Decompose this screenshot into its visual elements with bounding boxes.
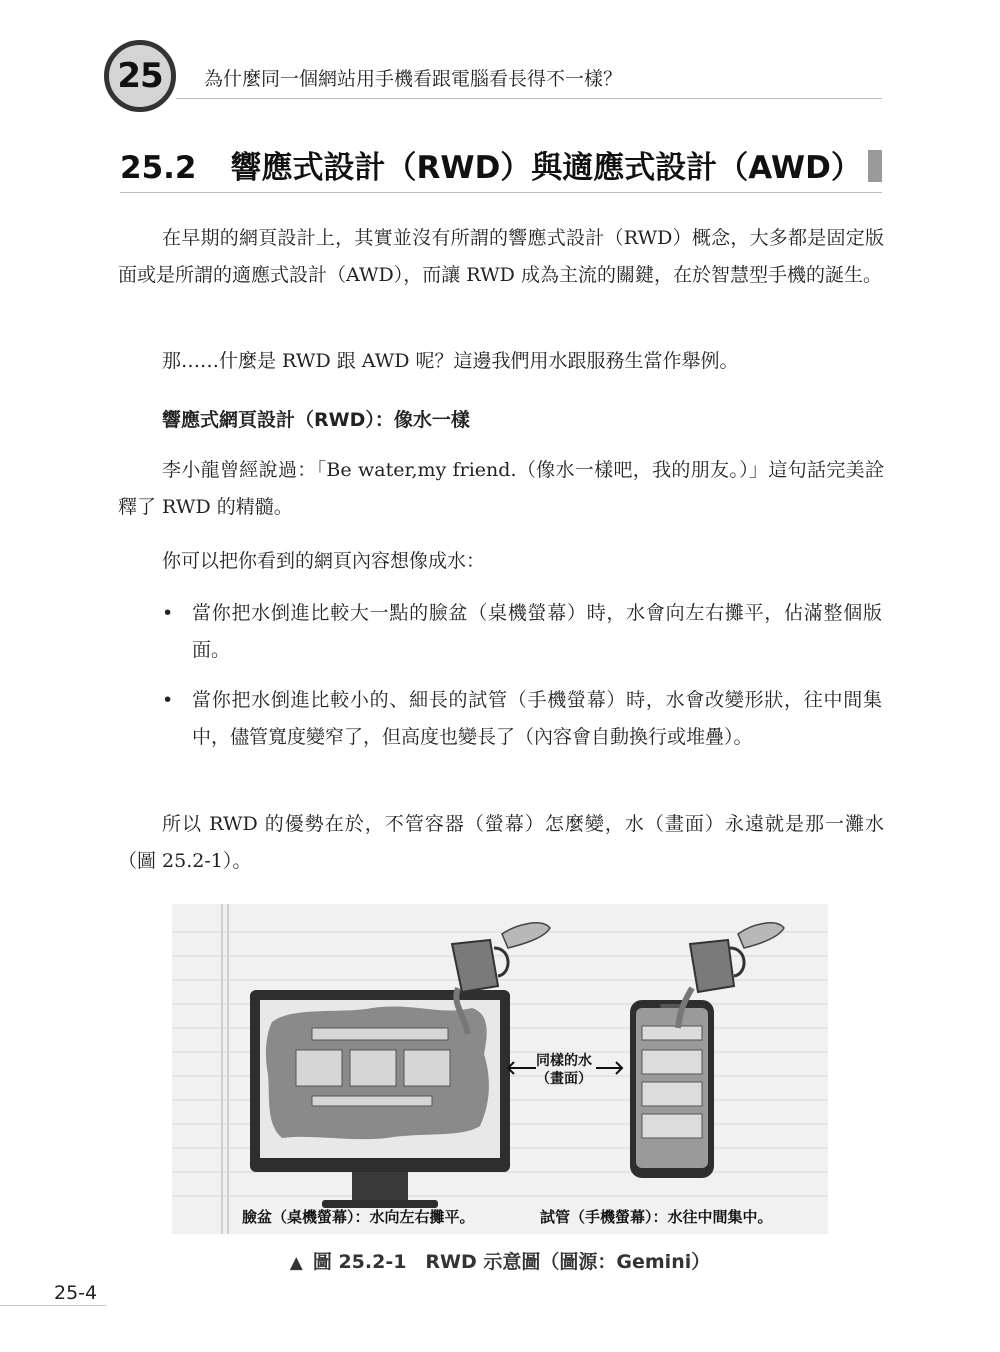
footer-divider [0, 1305, 106, 1306]
triangle-up-icon: ▲ [289, 1253, 303, 1273]
section-title [120, 142, 862, 187]
figure-rwd-illustration [172, 904, 828, 1234]
section-marker-bar [868, 150, 882, 182]
list-item [162, 682, 882, 756]
figure-caption [0, 1247, 1000, 1274]
monitor-icon [250, 990, 510, 1208]
bullet-text: 當你把水倒進比較大一點的臉盆（桌機螢幕）時，水會向左右攤平，佔滿整個版面。 [192, 602, 882, 661]
chapter-number: 25 [117, 56, 163, 96]
running-title: 為什麼同一個網站用手機看跟電腦看長得不一樣？ [204, 68, 623, 90]
paragraph-intro: 在早期的網頁設計上，其實並沒有所謂的響應式設計（RWD）概念，大多都是固定版面或是所謂的適應式設計（AWD），而讓 RWD 成為主流的關鍵，在於智慧型手機的誕生。 [118, 227, 884, 286]
center-label-line1: 同樣的水 [536, 1053, 592, 1069]
chapter-badge [104, 40, 176, 112]
rwd-illustration [172, 904, 828, 1234]
subheading-rwd: 響應式網頁設計（RWD）：像水一樣 [162, 409, 470, 431]
paragraph-conclusion: 所以 RWD 的優勢在於，不管容器（螢幕）怎麼變，水（畫面）永遠就是那一灘水（圖 25.2-1）。 [118, 813, 884, 872]
page-number: 25-4 [54, 1282, 98, 1304]
list-item [162, 595, 882, 669]
bullet-text: 當你把水倒進比較小的、細長的試管（手機螢幕）時，水會改變形狀，往中間集中，儘管寬度變窄了，但高度也變長了（內容會自動換行或堆疊）。 [192, 689, 882, 748]
paragraph-water: 你可以把你看到的網頁內容想像成水： [162, 550, 486, 572]
bullet-dot: • [162, 602, 174, 624]
section-title-text: 響應式設計（RWD）與適應式設計（AWD） [230, 150, 862, 186]
section-divider [120, 192, 882, 193]
paragraph-quote: 李小龍曾經說過：「Be water,my friend.（像水一樣吧，我的朋友。）」這句話完美詮釋了 RWD 的精髓。 [118, 459, 884, 518]
header-divider [176, 98, 882, 99]
section-number: 25.2 [120, 150, 197, 186]
paragraph-question: 那……什麼是 RWD 跟 AWD 呢？這邊我們用水跟服務生當作舉例。 [162, 350, 739, 372]
figure-caption-text: 圖 25.2-1 RWD 示意圖（圖源：Gemini） [312, 1251, 711, 1273]
figure-right-caption: 試管（手機螢幕）：水往中間集中。 [540, 1208, 773, 1226]
bullet-dot: • [162, 689, 174, 711]
phone-icon [630, 1000, 714, 1178]
figure-center-label [532, 1052, 596, 1088]
figure-left-caption: 臉盆（桌機螢幕）：水向左右攤平。 [242, 1208, 475, 1226]
center-label-line2: （畫面） [536, 1071, 592, 1087]
